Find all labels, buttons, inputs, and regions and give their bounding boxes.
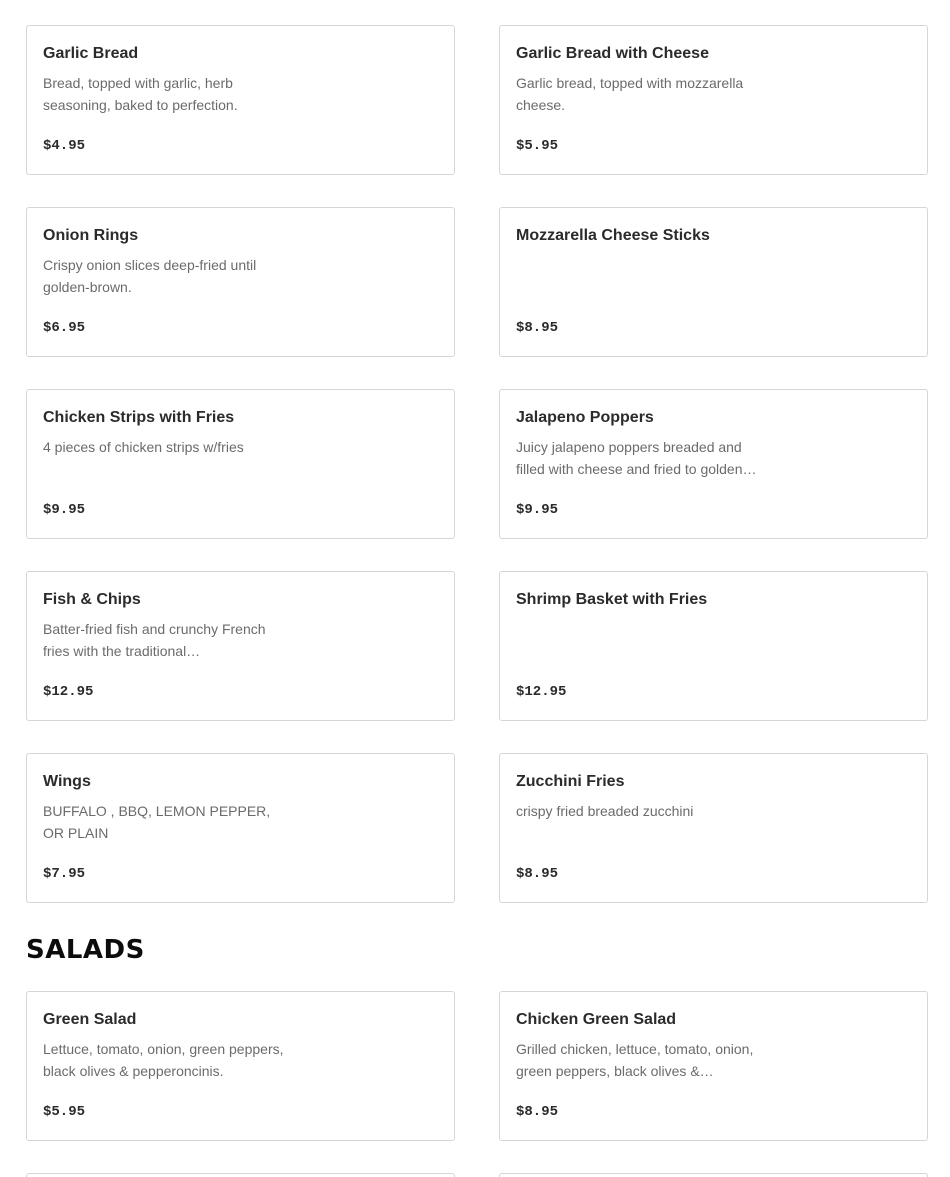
item-price: $8.95 (516, 866, 559, 882)
menu-item-card[interactable] (499, 389, 928, 539)
section-title-salads: SALADS (26, 935, 145, 965)
item-price: $9.95 (43, 502, 86, 518)
menu-item-card[interactable] (26, 753, 455, 903)
item-name: Wings (43, 773, 91, 790)
item-description: Garlic bread, topped with mozzarella cheese. (516, 75, 744, 113)
menu-item-card[interactable] (499, 753, 928, 903)
item-name: Shrimp Basket with Fries (516, 591, 708, 608)
item-price: $5.95 (516, 138, 559, 154)
item-name: Jalapeno Poppers (516, 409, 654, 426)
item-price: $8.95 (516, 1104, 559, 1120)
item-name: Garlic Bread with Cheese (516, 45, 709, 62)
menu-item-card[interactable] (26, 25, 455, 175)
menu-item-card-partial[interactable] (26, 1173, 455, 1177)
item-price: $5.95 (43, 1104, 86, 1120)
menu-item-card[interactable] (499, 25, 928, 175)
item-price: $7.95 (43, 866, 86, 882)
menu-item-card[interactable] (26, 389, 455, 539)
item-price: $12.95 (516, 684, 567, 700)
item-name: Chicken Strips with Fries (43, 409, 235, 426)
item-description: Crispy onion slices deep-fried until golden-brown. (43, 257, 257, 295)
item-price: $4.95 (43, 138, 86, 154)
item-description: BUFFALO , BBQ, LEMON PEPPER, OR PLAIN (43, 803, 271, 841)
item-description: crispy fried breaded zucchini (516, 803, 694, 819)
item-description: Lettuce, tomato, onion, green peppers, black olives & pepperoncinis. (43, 1041, 284, 1079)
item-name: Garlic Bread (43, 45, 139, 62)
item-name: Fish & Chips (43, 591, 141, 608)
menu-item-card[interactable] (499, 207, 928, 357)
item-name: Mozzarella Cheese Sticks (516, 227, 710, 244)
item-name: Zucchini Fries (516, 773, 625, 790)
item-price: $12.95 (43, 684, 94, 700)
menu-item-card-partial[interactable] (499, 1173, 928, 1177)
item-description: Bread, topped with garlic, herb seasoning, baked to perfection. (43, 75, 238, 113)
item-name: Onion Rings (43, 227, 139, 244)
item-price: $6.95 (43, 320, 86, 336)
item-price: $8.95 (516, 320, 559, 336)
item-name: Chicken Green Salad (516, 1011, 677, 1028)
item-description: 4 pieces of chicken strips w/fries (43, 439, 244, 455)
menu-item-card[interactable] (499, 991, 928, 1141)
menu-item-card[interactable] (26, 571, 455, 721)
item-description: Grilled chicken, lettuce, tomato, onion, green peppers, black olives &… (516, 1041, 754, 1079)
item-description: Juicy jalapeno poppers breaded and filled with cheese and fried to golden… (516, 439, 757, 477)
menu-item-card[interactable] (26, 207, 455, 357)
item-name: Green Salad (43, 1011, 137, 1028)
item-price: $9.95 (516, 502, 559, 518)
menu-item-card[interactable] (499, 571, 928, 721)
menu-item-card[interactable] (26, 991, 455, 1141)
item-description: Batter-fried fish and crunchy French fries with the traditional… (43, 621, 266, 659)
